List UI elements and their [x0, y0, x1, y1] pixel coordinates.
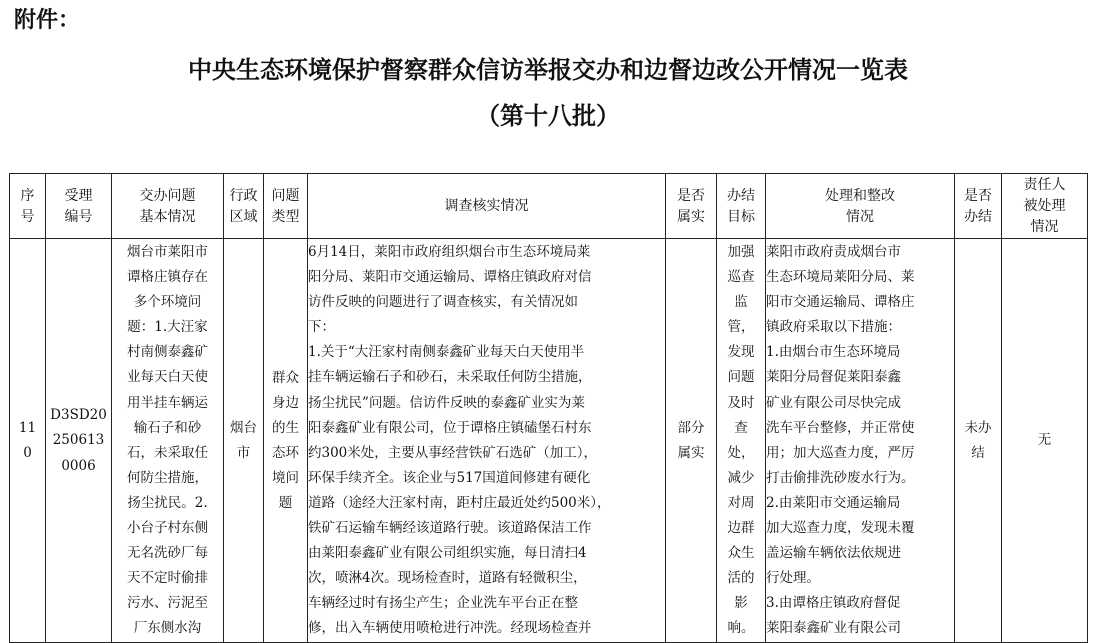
col-header-verified: 是否 属实	[666, 174, 717, 239]
col-header-handling: 处理和整改 情况	[766, 174, 955, 239]
cell-issue: 烟台市莱阳市 谭格庄镇存在 多个环境问 题：1.大汪家 村南侧泰鑫矿 业每天白天使 用半挂车辆运 输石子和砂 石，未采取任 何防尘措施， 扬尘扰民。2. 小台子村东侧 无名洗砂厂每 天不定时偷排 污水、污泥至 厂东侧水沟	[112, 239, 224, 643]
col-header-investigation: 调查核实情况	[308, 174, 666, 239]
cell-seq: 11 0	[10, 239, 46, 643]
table-row	[10, 239, 1088, 643]
col-header-code: 受理 编号	[46, 174, 112, 239]
cell-type: 群众 身边 的生 态环 境问 题	[264, 239, 308, 643]
col-header-seq: 序 号	[10, 174, 46, 239]
col-header-closed: 是否 办结	[955, 174, 1002, 239]
attachment-label: 附件：	[14, 8, 81, 33]
disclosure-table	[9, 173, 1088, 643]
batch-subtitle: （第十八批）	[476, 102, 620, 130]
col-header-type: 问题 类型	[264, 174, 308, 239]
col-header-region: 行政 区域	[224, 174, 264, 239]
col-header-goal: 办结 目标	[717, 174, 766, 239]
cell-responsible: 无	[1002, 239, 1088, 643]
document-title: 中央生态环境保护督察群众信访举报交办和边督边改公开情况一览表	[188, 56, 908, 84]
col-header-responsible: 责任人 被处理 情况	[1002, 174, 1088, 239]
cell-handling: 莱阳市政府责成烟台市 生态环境局莱阳分局、莱 阳市交通运输局、谭格庄 镇政府采取以下措施： 1.由烟台市生态环境局 莱阳分局督促莱阳泰鑫 矿业有限公司尽快完成 洗车平台整修，并正常使 用；加大巡查力度，严厉 打击偷排洗砂废水行为。 2.由莱阳市交通运输局 加大巡查力度，发现未覆 盖运输车辆依法依规进 行处理。 3.由谭格庄镇政府督促 莱阳泰鑫矿业有限公司	[766, 239, 955, 643]
cell-verified: 部分 属实	[666, 239, 717, 643]
col-header-issue: 交办问题 基本情况	[112, 174, 224, 239]
cell-code: D3SD20 250613 0006	[46, 239, 112, 643]
table-header-row	[10, 174, 1088, 239]
cell-goal: 加强 巡查 监 管， 发现 问题 及时 查 处， 减少 对周 边群 众生 活的 影 响。	[717, 239, 766, 643]
cell-investigation: 6月14日，莱阳市政府组织烟台市生态环境局莱 阳分局、莱阳市交通运输局、谭格庄镇政府对信 访件反映的问题进行了调查核实，有关情况如 下： 1.关于“大汪家村南侧泰鑫矿业每天白天使用半 挂车辆运输石子和砂石，未采取任何防尘措施， 扬尘扰民”问题。信访件反映的泰鑫矿业实为莱 阳泰鑫矿业有限公司，位于谭格庄镇磕堡石村东 约300米处，主要从事经营铁矿石选矿（加工）， 环保手续齐全。该企业与517国道间修建有硬化 道路（途经大汪家村南，距村庄最近处约500米）， 铁矿石运输车辆经该道路行驶。该道路保洁工作 由莱阳泰鑫矿业有限公司组织实施，每日清扫4 次，喷淋4次。现场检查时，道路有轻微积尘， 车辆经过时有扬尘产生；企业洗车平台正在整 修，出入车辆使用喷枪进行冲洗。经现场检查并	[308, 239, 666, 643]
cell-closed: 未办 结	[955, 239, 1002, 643]
cell-region: 烟台 市	[224, 239, 264, 643]
